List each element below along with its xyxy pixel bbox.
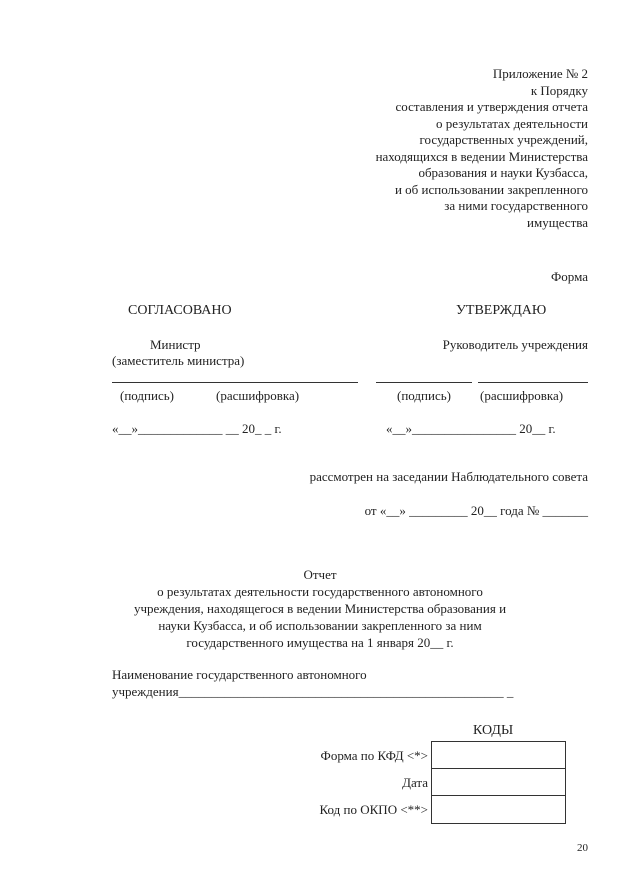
header-line: образования и науки Кузбасса, — [418, 165, 588, 180]
report-title-line: государственного имущества на 1 января 20__ г. — [186, 635, 454, 650]
report-title — [100, 566, 540, 651]
approved-position: Руководитель учреждения — [442, 337, 588, 352]
codes-cell-kfd — [432, 742, 565, 769]
header-line: к Порядку — [530, 82, 588, 98]
report-title-line: о результатах деятельности государственного автономного — [157, 584, 483, 599]
header-line: государственных учреждений, — [419, 132, 588, 147]
agreed-position-deputy: (заместитель министра) — [112, 353, 245, 368]
approved-decode-line — [478, 382, 588, 383]
codes-table — [431, 741, 566, 824]
approved-date-line: «__»________________ 20__ г. — [386, 421, 556, 436]
codes-label-okpo: Код по ОКПО <**> — [319, 802, 428, 817]
agreed-position: Министр — [150, 337, 201, 352]
codes-label-kfd: Форма по КФД <*> — [320, 748, 428, 763]
approved-title: УТВЕРЖДАЮ — [456, 303, 547, 318]
codes-label-date: Дата — [402, 775, 428, 790]
report-title-line: науки Кузбасса, и об использовании закрепленного за ним — [158, 618, 482, 633]
council-review-text: рассмотрен на заседании Наблюдательного совета — [309, 469, 588, 484]
page-number: 20 — [577, 842, 588, 854]
agreed-sign-caption: (подпись) — [120, 388, 174, 403]
form-label: Форма — [551, 269, 588, 284]
approved-decode-caption: (расшифровка) — [480, 388, 564, 403]
institution-name-line: учреждения__________________________________________________ _ — [112, 684, 514, 699]
approved-signature-line — [376, 382, 472, 383]
codes-cell-okpo — [432, 796, 565, 823]
agreed-title: СОГЛАСОВАНО — [128, 303, 232, 318]
header-line: о результатах деятельности — [436, 115, 588, 131]
agreed-signature-line — [112, 382, 358, 383]
agreed-decode-caption: (расшифровка) — [216, 388, 300, 403]
council-meeting-line: от «__» _________ 20__ года № _______ — [364, 503, 588, 518]
institution-name-label: Наименование государственного автономного — [112, 667, 367, 682]
approved-sign-caption: (подпись) — [397, 388, 451, 403]
header-line: Приложение № 2 — [492, 66, 588, 81]
codes-heading: КОДЫ — [473, 723, 514, 738]
header-line: и об использовании закрепленного — [394, 181, 588, 197]
appendix-header — [288, 66, 588, 231]
header-line: имущества — [527, 214, 588, 230]
header-line: за ними государственного — [444, 198, 588, 213]
header-line: составления и утверждения отчета — [395, 99, 588, 114]
codes-cell-date — [432, 769, 565, 796]
report-title-line: учреждения, находящегося в ведении Министерства образования и — [133, 601, 507, 616]
header-line: находящихся в ведении Министерства — [375, 148, 588, 164]
report-heading: Отчет — [303, 567, 337, 582]
agreed-date-line: «__»_____________ __ 20_ _ г. — [112, 421, 282, 436]
